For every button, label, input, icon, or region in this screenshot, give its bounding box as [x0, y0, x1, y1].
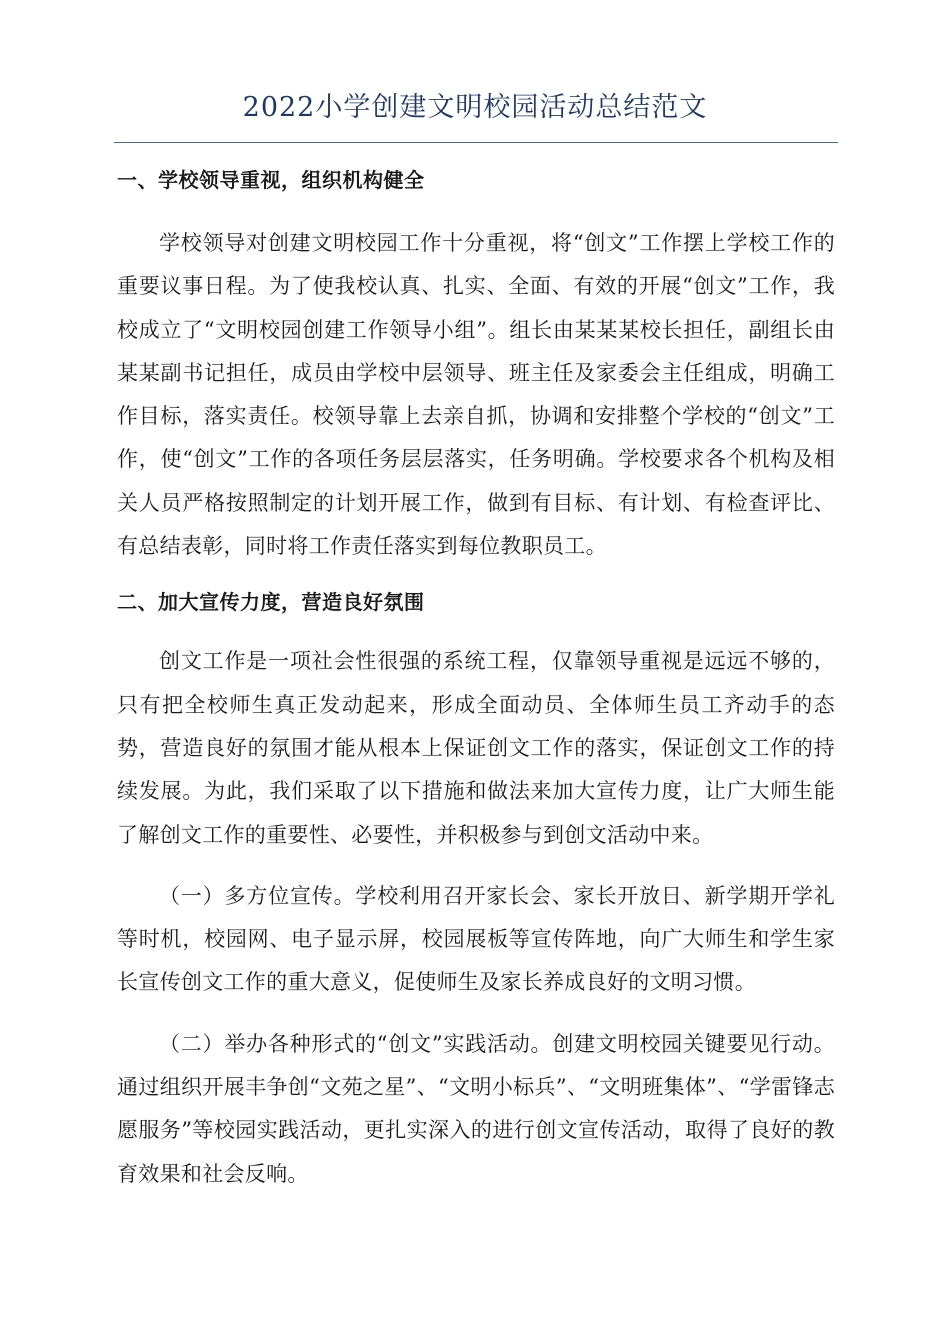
- section-heading-2: 二、加大宣传力度，营造良好氛围: [117, 590, 425, 615]
- section-heading-1: 一、学校领导重视，组织机构健全: [117, 168, 425, 192]
- document-title: 2022小学创建文明校园活动总结范文: [242, 92, 708, 123]
- section-2-paragraph-1: 创文工作是一项社会性很强的系统工程，仅靠领导重视是远远不够的，只有把全校师生真正发动起来，形成全面动员、全体师生员工齐动手的态势，营造良好的氛围才能从根本上保证创文工作的落实，保证创文工作的持续发展。为此，我们采取了以下措施和做法来加大宣传力度，让广大师生能了解创文工作的重要性、必要性，并积极参与到创文活动中来。: [117, 649, 835, 847]
- title-divider: [114, 142, 838, 143]
- section-2-paragraph-3: （二）举办各种形式的“创文”实践活动。创建文明校园关键要见行动。通过组织开展丰争创“文苑之星”、“文明小标兵”、“文明班集体”、“学雷锋志愿服务”等校园实践活动，更扎实深入的进行创文宣传活动，取得了良好的教育效果和社会反响。: [117, 1031, 835, 1186]
- section-1-paragraph-1: 学校领导对创建文明校园工作十分重视，将“创文”工作摆上学校工作的重要议事日程。为了使我校认真、扎实、全面、有效的开展“创文”工作，我校成立了“文明校园创建工作领导小组”。组长由某某某校长担任，副组长由某某副书记担任，成员由学校中层领导、班主任及家委会主任组成，明确工作目标，落实责任。校领导靠上去亲自抓，协调和安排整个学校的“创文”工作，使“创文”工作的各项任务层层落实，任务明确。学校要求各个机构及相关人员严格按照制定的计划开展工作，做到有目标、有计划、有检查评比、有总结表彰，同时将工作责任落实到每位教职员工。: [117, 231, 835, 559]
- document-body: [117, 160, 835, 1196]
- section-2-paragraph-2: （一）多方位宣传。学校利用召开家长会、家长开放日、新学期开学礼等时机，校园网、电子显示屏，校园展板等宣传阵地，向广大师生和学生家长宣传创文工作的重大意义，促使师生及家长养成良好的文明习惯。: [117, 883, 835, 995]
